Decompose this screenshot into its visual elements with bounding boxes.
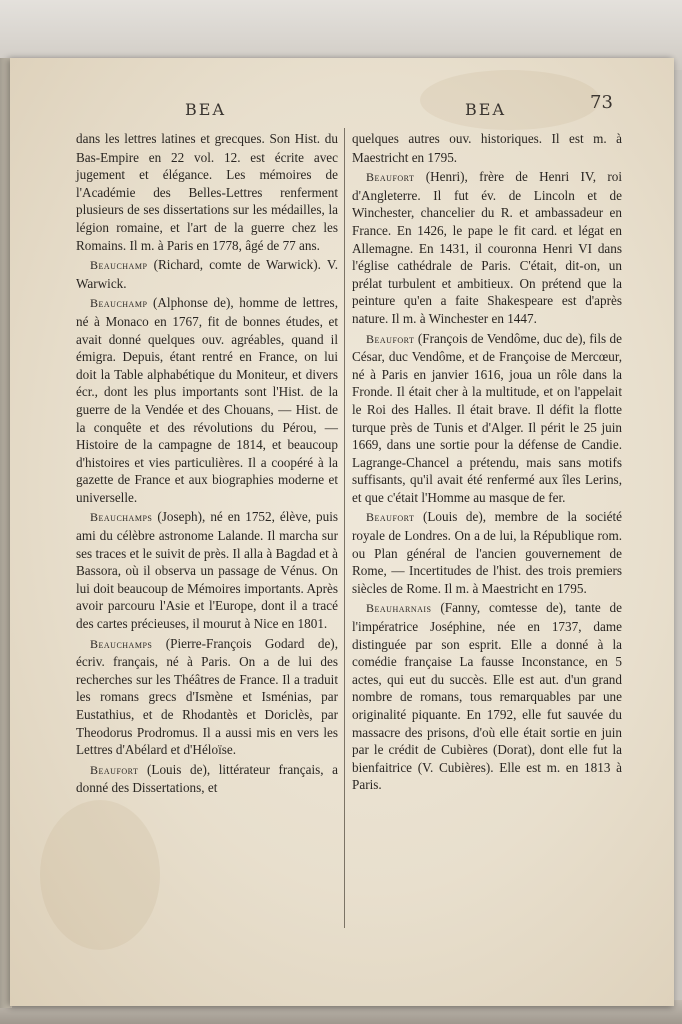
right-column — [352, 130, 622, 796]
entry: quelques autres ouv. historiques. Il est m. à Maestricht en 1795. — [352, 131, 622, 165]
entry: Beauharnais (Fanny, comtesse de), tante de l'impératrice Joséphine, née en 1737, dame distinguée par son esprit. Elle a donné à la comédie française La fausse Inconstance, en 5 actes, qui eut du succès. Elle est aut. d'un grand nombre de romans, tous remarquables par une originalité piquante. En 1792, elle fut sauvée du massacre des prisons, d'où elle était sortie en juin par le crédit de Cubières (Dorat), dont elle fut la bienfaitrice (V. Cubières). Elle est m. en 1813 à Paris. — [352, 600, 622, 793]
entry: Beaufort (Louis de), littérateur français, a donné des Dissertations, et — [76, 761, 338, 796]
entry: dans les lettres latines et grecques. Son Hist. du Bas-Empire en 22 vol. 12. est écrite avec jugement et élégance. Les mémoires de l'Académie des Belles-Lettres renferment plusieurs de ses dissertations sur les médailles, la légion romaine, et l'art de la guerre chez les Romains. Il m. à Paris en 1778, âgé de 77 ans. — [76, 131, 338, 253]
entry: Beauchamps (Joseph), né en 1752, élève, puis ami du célèbre astronome Lalande. Il marcha sur ses traces et le suivit de près. Il alla à Bagdad et à Bassora, où il observa un passage de Vénus. On lui doit beaucoup de Mémoires importants. Après avoir parcouru l'Asie et l'Europe, dont il a tracé des cartes précieuses, il mourut à Nice en 1801. — [76, 509, 338, 632]
running-head-left: BEA — [185, 100, 226, 119]
entry: Beaufort (Henri), frère de Henri IV, roi d'Angleterre. Il fut év. de Lincoln et de Winchester, chancelier du R. et ambassadeur en France. En 1426, le pape le fit card. et légat en Allemagne. En 1431, il couronna Henri VI dans l'église cathédrale de Paris. C'était, dit-on, un prélat turbulent et ambitieux. On prétend que la peinture qu'en a faite Shakespeare est d'après nature. Il m. à Winchester en 1447. — [352, 169, 622, 326]
column-divider — [344, 128, 345, 928]
left-column — [76, 130, 338, 799]
page-number: 73 — [590, 92, 613, 113]
entry: Beauchamp (Richard, comte de Warwick). V. Warwick. — [76, 257, 338, 291]
entry: Beauchamps (Pierre-François Godard de), écriv. français, né à Paris. On a de lui des recherches sur les Théâtres de France. Il a traduit les romans grecs d'Ismène et Isménias, par Eustathius, et de Rhodantès et Doriclès, par Theodorus Prodromus. Il a aussi mis en vers les Lettres d'Abélard et d'Héloïse. — [76, 635, 338, 758]
entry: Beaufort (Louis de), membre de la société royale de Londres. On a de lui, la République rom. ou Plan général de l'ancien gouvernement de Rome, — Incertitudes de l'hist. des trois premiers siècles de Rome. Il m. à Maestricht en 1795. — [352, 509, 622, 596]
entry: Beaufort (François de Vendôme, duc de), fils de César, duc Vendôme, et de Françoise de Mercœur, né à Paris en janvier 1616, joua un rôle dans la Fronde. Il était cher à la multitude, et on l'appelait le Roi des Halles. Il était brave. Il défit la flotte turque près de Tunis et d'Alger. Il périt le 25 juin 1669, dans une sortie pour la défense de Candie. Lagrange-Chancel a prétendu, mais sans motifs suffisants, qu'il avait été renfermé aux îles Lerins, et que c'était l'Homme au masque de fer. — [352, 330, 622, 505]
entry: Beauchamp (Alphonse de), homme de lettres, né à Monaco en 1767, fit de bonnes études, et avait donné quelques ouv. agréables, quand il émigra. Depuis, étant rentré en France, on lui doit la Table alphabétique du Moniteur, et divers écr., dont les plus importants sont l'Hist. de la guerre de la Vendée et des Chouans, — Hist. de la conquête et des révolutions du Pérou, — Histoire de la campagne de 1814, et beaucoup d'histoires et vies particulières. Il a coopéré à la gazette de France et aux biographies moderne et universelle. — [76, 295, 338, 505]
running-head-right: BEA — [465, 100, 506, 119]
